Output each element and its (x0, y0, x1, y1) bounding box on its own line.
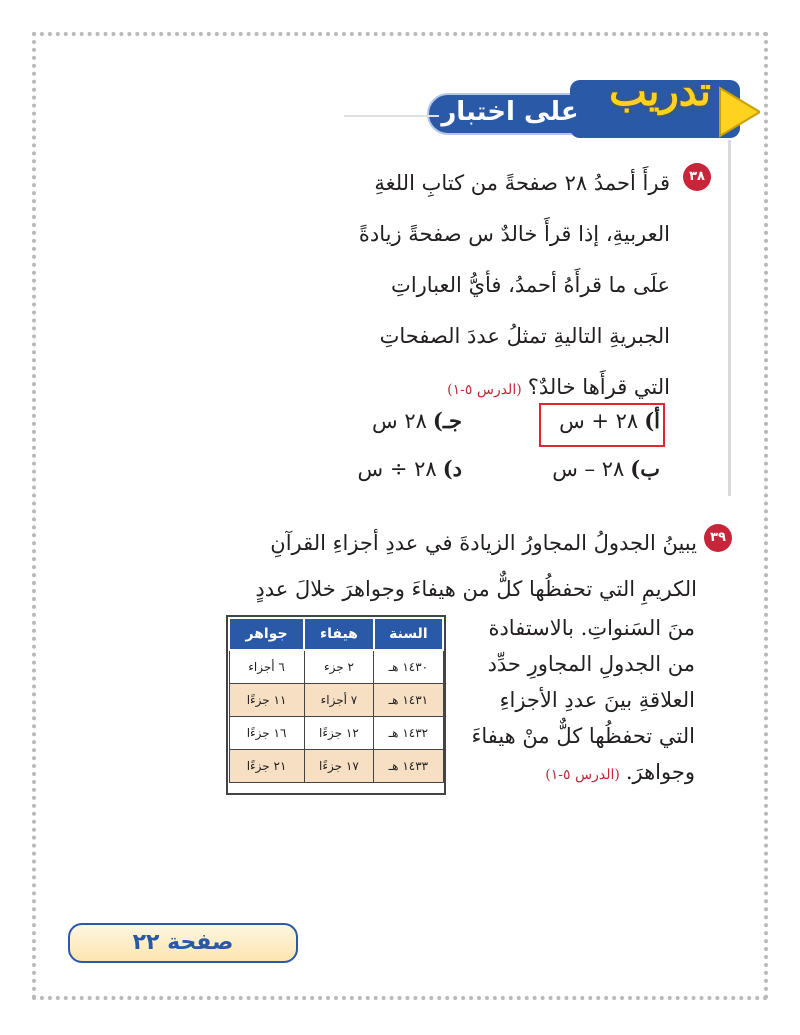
q38-line-3: علَى ما قرأَهُ أحمدُ، فأيُّ العباراتِ (391, 273, 670, 297)
table-cell: ١٤٣١ هـ (374, 684, 443, 717)
banner-subtitle: على اختبار (441, 97, 579, 127)
answer-a-text: ٢٨ + س (559, 409, 639, 433)
answer-a[interactable] (559, 408, 660, 433)
header-haifa: هيفاء (304, 618, 374, 650)
table-row (229, 650, 443, 684)
q39-line-7 (455, 754, 695, 793)
page-number-label: صفحة ٢٢ (68, 923, 298, 963)
q38-line-5-text: التي قرأَها خالدٌ؟ (527, 375, 670, 399)
answer-c-label: جـ) (432, 408, 462, 433)
table-cell: ١٢ جزءًا (304, 717, 374, 750)
q39-line-5: العلاقةِ بينَ عددِ الأجزاءِ (499, 688, 695, 712)
table-cell: ١٤٣٢ هـ (374, 717, 443, 750)
answer-a-label: أ) (644, 408, 660, 433)
question-38-badge: ٣٨ (683, 163, 711, 191)
banner-title: تدريب (609, 68, 711, 115)
q39-line-6: التي تحفظُها كلٌّ منْ هيفاءَ (471, 724, 695, 748)
q39-line-2: الكريمِ التي تحفظُها كلٌّ من هيفاءَ وجواهرَ خلالَ عددٍ (255, 577, 697, 601)
table-cell: ١١ جزءًا (229, 684, 304, 717)
table-cell: ٦ أجزاء (229, 650, 304, 684)
side-rule (728, 140, 731, 496)
table-cell: ١٤٣٠ هـ (374, 650, 443, 684)
q38-line-4: الجبريةِ التاليةِ تمثلُ عددَ الصفحاتِ (379, 324, 670, 348)
table-row (229, 717, 443, 750)
answer-c-text: ٢٨ س (372, 409, 427, 433)
memorization-table (228, 617, 444, 783)
table-cell: ٧ أجزاء (304, 684, 374, 717)
table-cell: ٢١ جزءًا (229, 750, 304, 783)
q38-line-1: قرأَ أحمدُ ٢٨ صفحةً من كتابِ اللغةِ (374, 171, 670, 195)
q38-lesson-ref: (الدرس ٥-١) (447, 382, 522, 398)
answer-d-text: ٢٨ ÷ س (357, 457, 437, 481)
q39-line-7-text: وجواهرَ. (625, 760, 695, 784)
q38-line-2: العربيةِ، إذا قرأَ خالدٌ س صفحةً زيادةً (358, 222, 670, 246)
q39-line-3: منَ السَنواتِ. بالاستفادة (488, 616, 695, 640)
question-39-badge: ٣٩ (704, 524, 732, 552)
question-39-intro (92, 520, 697, 612)
answer-b-label: ب) (630, 456, 660, 481)
question-39-body (455, 610, 695, 793)
answer-d[interactable] (358, 456, 462, 481)
table-row (229, 750, 443, 783)
top-rule (344, 115, 439, 117)
answer-d-label: د) (442, 456, 462, 481)
table-cell: ١٧ جزءًا (304, 750, 374, 783)
q39-line-4: من الجدولِ المجاورِ حدِّد (487, 652, 695, 676)
answer-b[interactable] (552, 456, 660, 481)
answer-b-text: ٢٨ – س (552, 457, 625, 481)
table-cell: ١٤٣٣ هـ (374, 750, 443, 783)
q39-lesson-ref: (الدرس ٥-١) (545, 767, 620, 783)
header-year: السنة (374, 618, 443, 650)
table-header-row (229, 618, 443, 650)
question-38-text (345, 158, 670, 416)
table-row (229, 684, 443, 717)
table-cell: ١٦ جزءًا (229, 717, 304, 750)
answer-c[interactable] (372, 408, 462, 433)
table-cell: ٢ جزء (304, 650, 374, 684)
header-jawaher: جواهر (229, 618, 304, 650)
q39-line-1: يبينُ الجدولُ المجاورُ الزيادةَ في عددِ أجزاءِ القرآنِ (270, 531, 697, 555)
